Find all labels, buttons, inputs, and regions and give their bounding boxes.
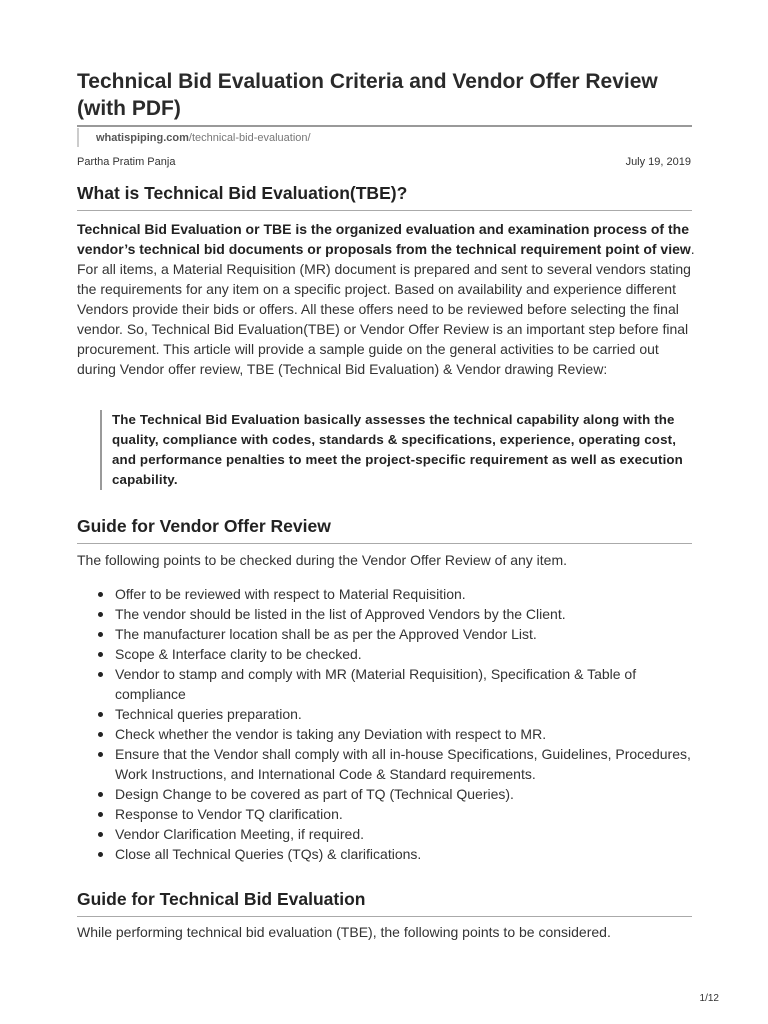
source-path: /technical-bid-evaluation/ [188, 132, 311, 144]
list-item-text: Technical queries preparation. [115, 706, 302, 722]
section-heading-tbe: What is Technical Bid Evaluation(TBE)? [77, 182, 692, 211]
list-item [96, 784, 696, 804]
source-domain: whatispiping.com [96, 132, 189, 144]
list-item-text: Close all Technical Queries (TQs) & clarifications. [115, 846, 422, 862]
source-link[interactable] [96, 131, 311, 145]
list-item [96, 644, 696, 664]
vendor-review-list [96, 584, 696, 864]
tbe-intro-paragraph [77, 219, 697, 379]
bullet-dot-icon [98, 732, 103, 737]
list-item [96, 624, 696, 644]
bullet-dot-icon [98, 852, 103, 857]
page-number: 1/12 [699, 993, 719, 1004]
bullet-dot-icon [98, 632, 103, 637]
list-item [96, 744, 696, 784]
bullet-dot-icon [98, 812, 103, 817]
list-item-text: The vendor should be listed in the list of Approved Vendors by the Client. [115, 606, 566, 622]
list-item [96, 704, 696, 724]
bullet-dot-icon [98, 612, 103, 617]
list-item-text: Scope & Interface clarity to be checked. [115, 646, 362, 662]
list-item [96, 584, 696, 604]
list-item [96, 604, 696, 624]
list-item [96, 824, 696, 844]
section-heading-vendor-offer-review: Guide for Vendor Offer Review [77, 515, 692, 544]
title-divider [77, 125, 692, 127]
bullet-dot-icon [98, 752, 103, 757]
list-item [96, 724, 696, 744]
list-item-text: The manufacturer location shall be as per the Approved Vendor List. [115, 626, 537, 642]
tbe-bold-intro: Technical Bid Evaluation or TBE is the organized evaluation and examination process of the vendor’s technical bid documents or proposals from the technical requirement point of view [77, 221, 691, 257]
list-item-text: Ensure that the Vendor shall comply with all in-house Specifications, Guidelines, Procedures, Work Instructions, and International Code & Standard requirements. [115, 746, 691, 782]
list-item-text: Vendor Clarification Meeting, if required. [115, 826, 365, 842]
bullet-dot-icon [98, 592, 103, 597]
list-item-text: Check whether the vendor is taking any Deviation with respect to MR. [115, 726, 547, 742]
list-item [96, 664, 696, 704]
bullet-dot-icon [98, 832, 103, 837]
section-heading-technical-bid-evaluation: Guide for Technical Bid Evaluation [77, 888, 692, 917]
bullet-dot-icon [98, 652, 103, 657]
list-item [96, 844, 696, 864]
tbe-blockquote: The Technical Bid Evaluation basically assesses the technical capability along with the quality, compliance with codes, standards & specifications, experience, operating cost, and performance penalties to meet the project-specific requirement as well as execution capability. [100, 410, 692, 490]
bullet-dot-icon [98, 792, 103, 797]
bullet-dot-icon [98, 672, 103, 677]
publish-date: July 19, 2019 [625, 156, 691, 168]
tbe-body-text: . For all items, a Material Requisition (MR) document is prepared and sent to several vendors stating the requirements for any item on a specific project. Based on availability and experience different Vendors provide their bids or offers. All these offers need to be reviewed before selecting the final vendor. So, Technical Bid Evaluation(TBE) or Vendor Offer Review is an important step before final procurement. This article will provide a sample guide on the general activities to be carried out during Vendor offer review, TBE (Technical Bid Evaluation) & Vendor drawing Review: [77, 241, 695, 377]
list-item-text: Vendor to stamp and comply with MR (Material Requisition), Specification & Table of compliance [115, 666, 637, 702]
bullet-dot-icon [98, 712, 103, 717]
list-item [96, 804, 696, 824]
vendor-review-intro: The following points to be checked during the Vendor Offer Review of any item. [77, 552, 568, 568]
tbe-guide-intro: While performing technical bid evaluation (TBE), the following points to be considered. [77, 924, 611, 940]
list-item-text: Offer to be reviewed with respect to Material Requisition. [115, 586, 466, 602]
list-item-text: Design Change to be covered as part of TQ (Technical Queries). [115, 786, 514, 802]
page-title: Technical Bid Evaluation Criteria and Vendor Offer Review (with PDF) [77, 70, 658, 120]
author-name: Partha Pratim Panja [77, 156, 176, 168]
list-item-text: Response to Vendor TQ clarification. [115, 806, 343, 822]
source-bar [77, 128, 79, 147]
